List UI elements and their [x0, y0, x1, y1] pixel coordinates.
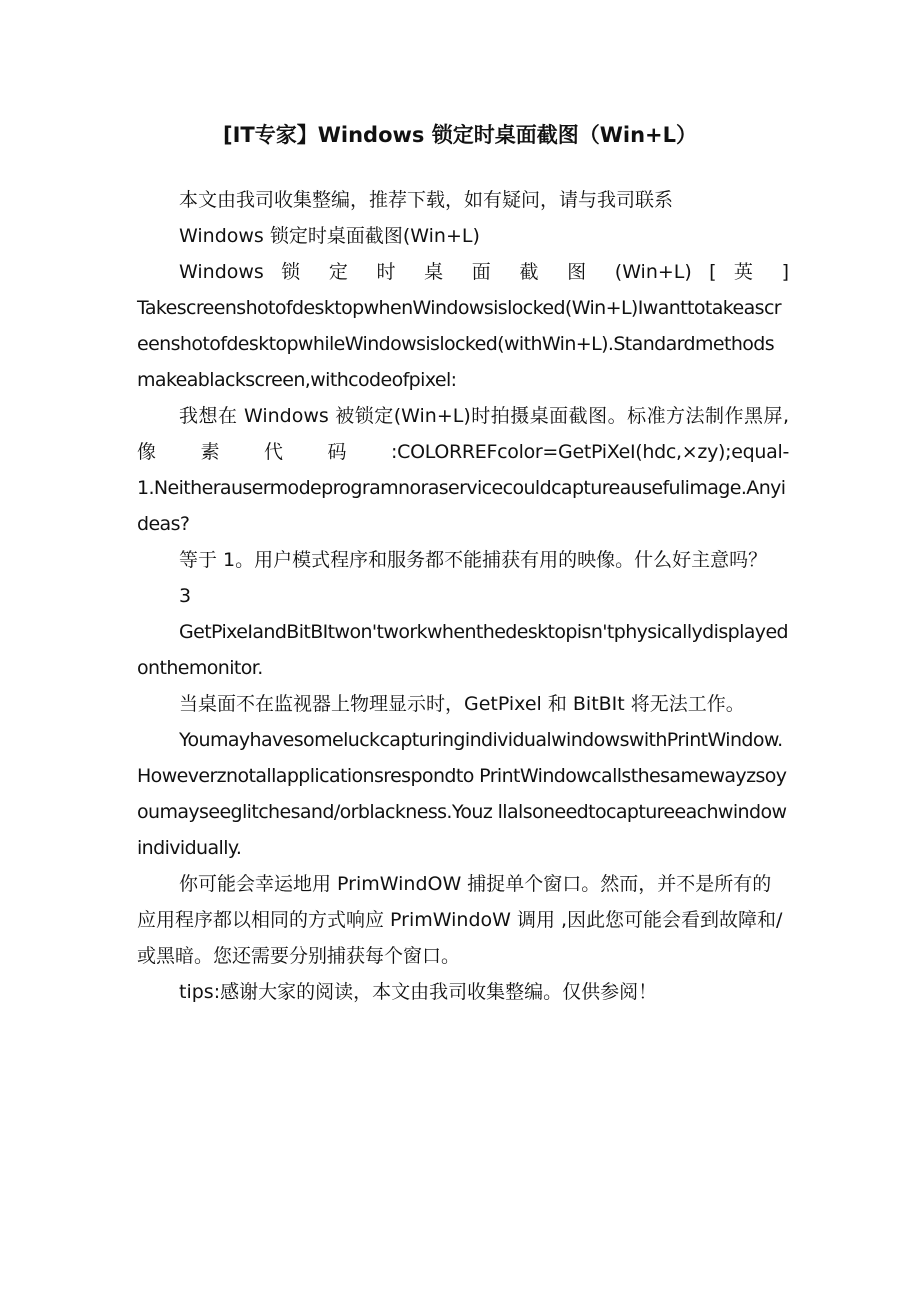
english-answer-2: YoumayhavesomeluckcapturingindividualwindowswithPrintWindow.Howeverznotallapplicationsrespondto PrintWindowcallsthesamewayzsoyoumayseeglitchesand/orblackness.Youz llalsoneedtocaptureeachwindowindividually.: [137, 729, 787, 859]
chinese-question-continued: 等于 1。用户模式程序和服务都不能捕获有用的映像。什么好主意吗？: [179, 549, 768, 571]
answer-number: 3: [179, 585, 192, 607]
chinese-question-line2: 像 素 代 码 :COLORREFcolor=GetPiXeI(hdc,×zy);equal-: [137, 441, 789, 463]
chinese-answer-2: 你可能会幸运地用 PrimWindOW 捕捉单个窗口。然而，并不是所有的应用程序都以相同的方式响应 PrimWindoW 调用 ,因此您可能会看到故障和/或黑暗。您还需要分别捕获每个窗口。: [137, 873, 783, 967]
english-answer-1: GetPixeIandBitBItwon'tworkwhenthedesktopisn'tphysicallydisplayedonthemonitor.: [137, 621, 788, 679]
document-body: [137, 182, 789, 1010]
intro-paragraph: 本文由我司收集整编，推荐下载，如有疑问，请与我司联系: [179, 189, 674, 211]
english-question-continued: 1.Neitherausermodeprogramnoraservicecouldcaptureausefulimage.Anyideas?: [137, 477, 786, 535]
chinese-answer-1: 当桌面不在监视器上物理显示时，GetPixel 和 BitBIt 将无法工作。: [179, 693, 745, 715]
heading-line: Windows 锁定时桌面截图(Win+L): [179, 225, 480, 247]
chinese-question-line1: 我想在 Windows 被锁定(Win+L)时拍摄桌面截图。标准方法制作黑屏,: [179, 405, 789, 427]
tips-footer: tips:感谢大家的阅读，本文由我司收集整编。仅供参阅！: [179, 981, 658, 1003]
heading-english-label: Windows 锁 定 时 桌 面 截 图 (Win+L) [ 英 ]: [179, 261, 789, 283]
english-question: TakescreenshotofdesktopwhenWindowsislocked(Win+L)IwanttotakeascreenshotofdesktopwhileWindowsislocked(withWin+L).Standardmethodsmakeablackscreen,withcodeofpixel:: [137, 297, 782, 391]
document-title: [IT专家】Windows 锁定时桌面截图（Win+L）: [222, 123, 697, 147]
